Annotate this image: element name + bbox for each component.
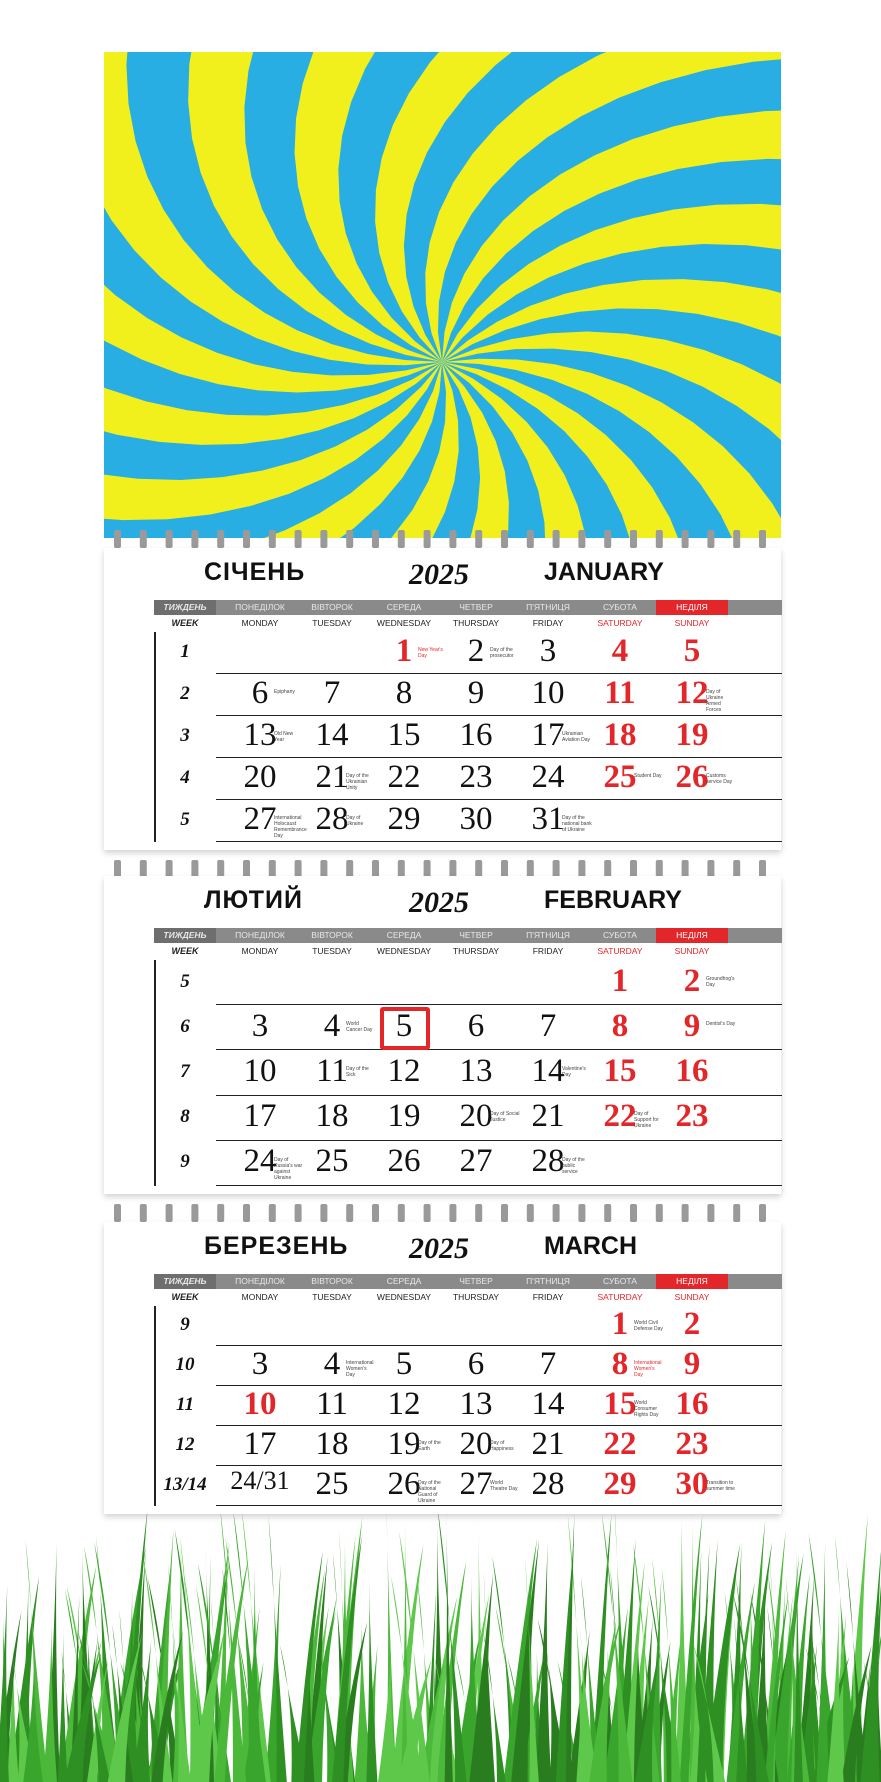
day-cell[interactable]: 13 [459,1386,493,1422]
binding-ring [501,1204,508,1222]
holiday-note: Day of Social Justice [490,1111,520,1124]
week-number: 5 [180,970,190,992]
day-cell[interactable]: 20 [459,1098,493,1135]
weekday-en: MONDAY [241,1292,279,1302]
day-cell[interactable]: 25 [315,1143,349,1180]
day-cell[interactable]: 27 [459,1466,493,1502]
day-cell[interactable]: 18 [603,717,637,753]
day-cell[interactable]: 21 [531,1426,565,1462]
binding-ring [527,530,534,548]
grass-blade [378,1650,398,1782]
binding-ring [191,1204,198,1222]
binding-ring [630,530,637,548]
day-cell[interactable]: 14 [531,1386,565,1422]
day-cell[interactable]: 27 [459,1143,493,1180]
day-cell[interactable]: 11 [604,675,636,711]
day-cell[interactable]: 19 [675,717,709,753]
day-cell[interactable]: 14 [531,1052,565,1089]
day-cell[interactable]: 12 [675,675,709,711]
weekday-ua: СУБОТА [603,1276,637,1286]
binding-ring [656,1204,663,1222]
day-cell[interactable]: 4 [323,1007,341,1044]
row-divider [216,1505,782,1506]
week-row [154,1050,782,1095]
day-cell[interactable]: 25 [603,759,637,795]
day-cell[interactable]: 23 [459,759,493,795]
holiday-note: World Civil Defense Day [634,1320,663,1332]
day-cell[interactable]: 21 [531,1098,565,1135]
day-cell[interactable]: 5 [683,633,701,669]
month-name-en: JANUARY [544,558,664,586]
current-date-marker [380,1007,430,1050]
week-row [154,1346,782,1386]
holiday-note: Day of the prosecutor [490,646,514,659]
holiday-note: New Year's Day [418,646,443,659]
week-header-ua: ТИЖДЕНЬ [154,928,216,943]
day-cell[interactable]: 22 [603,1426,637,1462]
week-header-en: WEEK [171,946,199,956]
weekday-names-en [154,1290,782,1304]
weekday-band [154,600,782,615]
day-cell[interactable]: 11 [316,1052,348,1089]
holiday-note: World Consumer Rights Day [634,1400,659,1418]
month-name-ua: СІЧЕНЬ [204,558,306,586]
day-cell[interactable]: 29 [603,1466,637,1502]
binding-ring [553,1204,560,1222]
day-cell[interactable]: 1 [395,633,413,669]
calendar-grid [154,928,782,1186]
binding-ring [449,530,456,548]
weekday-ua: СЕРЕДА [386,930,422,940]
binding-ring [295,1204,302,1222]
binding-ring [682,1204,689,1222]
holiday-note: Epiphany [274,688,295,695]
holiday-note: Day of Ukraine [346,814,364,827]
binding-ring [553,530,560,548]
week-number: 13/14 [163,1474,207,1495]
weekday-en: THURSDAY [452,618,500,628]
holiday-note: Valentine's Day [562,1066,586,1079]
week-header-ua: ТИЖДЕНЬ [154,1274,216,1289]
day-cell[interactable]: 24 [531,759,565,795]
month-name-ua: ЛЮТИЙ [204,886,303,914]
binding-ring [114,530,121,548]
month-panel-february [104,876,781,1194]
grass-blade [535,1542,551,1782]
day-cell[interactable]: 16 [675,1386,709,1422]
day-cell[interactable]: 13 [459,1052,493,1089]
holiday-note: Transition to summer time [706,1480,735,1492]
binding-ring [475,530,482,548]
day-cell[interactable]: 3 [251,1346,269,1382]
day-cell[interactable]: 3 [251,1007,269,1044]
week-row [154,800,782,842]
week-row [154,674,782,716]
binding-ring [578,1204,585,1222]
week-number: 7 [180,1060,190,1082]
week-number: 10 [175,1354,195,1375]
day-cell[interactable]: 17 [243,1426,277,1462]
holiday-note: World Cancer Day [346,1021,373,1034]
day-cell[interactable]: 4 [611,633,629,669]
binding-ring [733,1204,740,1222]
weekday-ua: ВІВТОРОК [311,602,353,612]
week-row [154,716,782,758]
binding-ring [656,530,663,548]
week-number: 11 [176,1394,194,1415]
day-cell[interactable]: 5 [395,1007,413,1044]
day-cell[interactable]: 22 [387,759,421,795]
weekday-en: MONDAY [241,618,279,628]
week-number: 3 [180,725,190,746]
day-cell[interactable]: 4 [323,1346,341,1382]
weekday-ua: ЧЕТВЕР [459,602,493,612]
weekday-ua: ПОНЕДІЛОК [235,1276,285,1286]
holiday-note: Dentist's Day [706,1021,736,1028]
binding-ring [346,1204,353,1222]
week-header-ua: ТИЖДЕНЬ [154,600,216,615]
day-cell[interactable]: 16 [459,717,493,753]
holiday-note: World Theatre Day [490,1480,518,1492]
weekday-en: SATURDAY [597,618,643,628]
grass-blades [0,1503,881,1782]
day-cell[interactable]: 17 [243,1098,277,1135]
day-cell[interactable]: 8 [611,1007,629,1044]
day-cell[interactable]: 3 [539,633,557,669]
holiday-note: Old New Year [274,730,294,743]
grass-blade [816,1540,829,1782]
holiday-note: Day of the national bank of Ukraine [562,814,592,833]
weekday-ua: СУБОТА [603,930,637,940]
day-cell[interactable]: 20 [243,759,277,795]
binding-ring [527,1204,534,1222]
weekday-ua: ПОНЕДІЛОК [235,930,285,940]
week-row [154,1096,782,1141]
holiday-note: Ukrainian Aviation Day [562,730,590,743]
weekday-band [154,928,782,943]
weekday-ua: СЕРЕДА [386,1276,422,1286]
month-name-ua: БЕРЕЗЕНЬ [204,1232,349,1260]
month-panel-march [104,1222,781,1514]
day-cell[interactable]: 31 [531,801,565,837]
row-divider [216,1185,782,1186]
day-cell[interactable]: 8 [395,675,413,711]
binding-ring [320,530,327,548]
weekday-en: SUNDAY [674,618,710,628]
binding-ring [295,530,302,548]
holiday-note: Day of Support for Ukraine [634,1111,659,1130]
binding-ring [372,530,379,548]
weekday-ua: НЕДІЛЯ [656,600,728,615]
weekday-ua: ВІВТОРОК [311,930,353,940]
weekday-en: SATURDAY [597,1292,643,1302]
binding-ring [449,1204,456,1222]
binding-ring [630,1204,637,1222]
binding-ring [269,530,276,548]
month-year: 2025 [409,558,469,591]
week-header-en: WEEK [171,618,199,628]
binding-ring [759,1204,766,1222]
day-cell[interactable]: 2 [467,633,485,669]
grass-blade [58,1627,68,1782]
day-cell[interactable]: 15 [603,1386,637,1422]
day-cell[interactable]: 16 [675,1052,709,1089]
holiday-note: Day of the Sick [346,1066,369,1079]
binding-ring [372,1204,379,1222]
day-cell[interactable]: 23 [675,1098,709,1135]
weekday-en: THURSDAY [452,946,500,956]
day-cell[interactable]: 25 [315,1466,349,1502]
day-cell[interactable]: 15 [387,717,421,753]
day-cell[interactable]: 19 [387,1426,421,1462]
binding-ring [140,530,147,548]
binding-ring [759,530,766,548]
day-cell[interactable]: 21 [315,759,349,795]
day-cell[interactable]: 10 [243,1052,277,1089]
week-number: 9 [180,1151,190,1173]
week-row [154,632,782,674]
day-cell[interactable]: 7 [539,1007,557,1044]
day-cell[interactable]: 6 [467,1346,485,1382]
holiday-note: International Holocaust Remembrance Day [274,814,307,839]
binding-ring [217,1204,224,1222]
weekday-ua: П'ЯТНИЦЯ [526,930,570,940]
row-divider [216,841,782,842]
weekday-en: FRIDAY [532,1292,564,1302]
day-cell[interactable]: 1 [611,962,629,999]
weekday-ua: ВІВТОРОК [311,1276,353,1286]
day-cell[interactable]: 17 [531,717,565,753]
day-cell[interactable]: 6 [251,675,269,711]
day-cell[interactable]: 10 [243,1386,277,1422]
day-cell[interactable]: 7 [539,1346,557,1382]
binding-ring [166,530,173,548]
binding-ring [578,530,585,548]
weekday-ua: ПОНЕДІЛОК [235,602,285,612]
binding-ring [320,1204,327,1222]
week-header-en: WEEK [171,1292,199,1302]
week-row [154,1306,782,1346]
week-row [154,1005,782,1050]
binding-ring [604,530,611,548]
weekday-ua: П'ЯТНИЦЯ [526,602,570,612]
day-cell[interactable]: 9 [683,1007,701,1044]
holiday-note: Day of the Earth [418,1440,441,1452]
month-panel-january [104,548,781,850]
day-cell[interactable]: 1 [611,1306,629,1342]
week-row [154,1466,782,1506]
weekday-en: SUNDAY [674,1292,710,1302]
binding-ring [243,530,250,548]
holiday-note: International Women's Day [346,1360,374,1378]
binding-ring [475,1204,482,1222]
day-cell[interactable]: 23 [675,1426,709,1462]
holiday-note: Day of the public service [562,1156,585,1175]
week-number: 6 [180,1015,190,1037]
binding-ring [682,530,689,548]
binding-ring [191,530,198,548]
week-number: 12 [175,1434,195,1455]
day-cell[interactable]: 30 [675,1466,709,1502]
day-cell[interactable]: 6 [467,1007,485,1044]
weekday-en: TUESDAY [312,946,352,956]
day-cell[interactable]: 5 [395,1346,413,1382]
day-cell[interactable]: 19 [387,1098,421,1135]
binding-ring [243,1204,250,1222]
day-cell[interactable]: 18 [315,1098,349,1135]
weekday-ua: СЕРЕДА [386,602,422,612]
day-cell[interactable]: 2 [683,1306,701,1342]
weekday-en: TUESDAY [312,618,352,628]
week-number: 1 [180,641,190,662]
day-cell[interactable]: 9 [683,1346,701,1382]
day-cell[interactable]: 27 [243,801,277,837]
day-cell[interactable]: 12 [387,1386,421,1422]
weekday-ua: ЧЕТВЕР [459,1276,493,1286]
day-cell[interactable]: 24/31 [230,1466,290,1495]
day-cell[interactable]: 18 [315,1426,349,1462]
weekday-en: TUESDAY [312,1292,352,1302]
weekday-ua: П'ЯТНИЦЯ [526,1276,570,1286]
day-cell[interactable]: 11 [316,1386,348,1422]
binding-ring [707,1204,714,1222]
weekday-band [154,1274,782,1289]
weekday-en: SATURDAY [597,946,643,956]
month-name-en: FEBRUARY [544,886,682,914]
holiday-note: Day of the Ukrainian Unity [346,772,369,791]
day-cell[interactable]: 2 [683,962,701,999]
day-cell[interactable]: 7 [323,675,341,711]
holiday-note: Groundhog's Day [706,975,735,988]
month-year: 2025 [409,1232,469,1265]
binding-ring [707,530,714,548]
day-cell[interactable]: 22 [603,1098,637,1135]
day-cell[interactable]: 10 [531,675,565,711]
week-row [154,758,782,800]
calendar-grid [154,600,782,842]
weekday-ua: ЧЕТВЕР [459,930,493,940]
binding-ring [398,1204,405,1222]
day-cell[interactable]: 13 [243,717,277,753]
week-number: 4 [180,767,190,788]
month-name-en: MARCH [544,1232,638,1260]
weekday-names-en [154,616,782,630]
binding-ring [346,530,353,548]
holiday-note: Customs service Day [706,772,733,785]
day-cell[interactable]: 30 [459,801,493,837]
binding-ring [398,530,405,548]
day-cell[interactable]: 15 [603,1052,637,1089]
weekday-ua: СУБОТА [603,602,637,612]
binding-ring [424,1204,431,1222]
weekday-en: FRIDAY [532,618,564,628]
holiday-note: Day of Russia's war against Ukraine [274,1156,303,1181]
weekday-en: SUNDAY [674,946,710,956]
holiday-note: Day of Ukraine Armed Forces [706,688,724,713]
day-cell[interactable]: 20 [459,1426,493,1462]
binding-ring [604,1204,611,1222]
week-row [154,1426,782,1466]
weekday-en: WEDNESDAY [376,618,432,628]
header-swirl-image [104,52,781,538]
holiday-note: Student Day [634,772,662,779]
holiday-note: International Women's Day [634,1360,662,1378]
week-number: 9 [180,1314,190,1335]
weekday-names-en [154,944,782,958]
week-number: 5 [180,809,190,830]
holiday-note: Day of the National Guard of Ukraine [418,1480,441,1504]
week-number: 8 [180,1106,190,1128]
grass-blade [0,1585,9,1782]
binding-ring [114,1204,121,1222]
weekday-en: WEDNESDAY [376,946,432,956]
week-row [154,960,782,1005]
week-number: 2 [180,683,190,704]
binding-ring [140,1204,147,1222]
binding-ring [501,530,508,548]
weekday-ua: НЕДІЛЯ [656,928,728,943]
month-year: 2025 [409,886,469,919]
grass-image [0,1500,881,1782]
day-cell[interactable]: 24 [243,1143,277,1180]
day-cell[interactable]: 28 [531,1466,565,1502]
binding-ring [166,1204,173,1222]
day-cell[interactable]: 28 [531,1143,565,1180]
binding-ring [217,530,224,548]
day-cell[interactable]: 29 [387,801,421,837]
day-cell[interactable]: 9 [467,675,485,711]
day-cell[interactable]: 12 [387,1052,421,1089]
weekday-ua: НЕДІЛЯ [656,1274,728,1289]
weekday-en: MONDAY [241,946,279,956]
day-cell[interactable]: 26 [387,1143,421,1180]
binding-ring [269,1204,276,1222]
weekday-en: THURSDAY [452,1292,500,1302]
day-cell[interactable]: 8 [611,1346,629,1382]
day-cell[interactable]: 26 [387,1466,421,1502]
weekday-en: FRIDAY [532,946,564,956]
weekday-en: WEDNESDAY [376,1292,432,1302]
holiday-note: Day of Happiness [490,1440,514,1452]
week-row [154,1386,782,1426]
day-cell[interactable]: 14 [315,717,349,753]
binding-ring [733,530,740,548]
day-cell[interactable]: 26 [675,759,709,795]
week-row [154,1141,782,1186]
day-cell[interactable]: 28 [315,801,349,837]
binding-ring [424,530,431,548]
calendar-grid [154,1274,782,1506]
